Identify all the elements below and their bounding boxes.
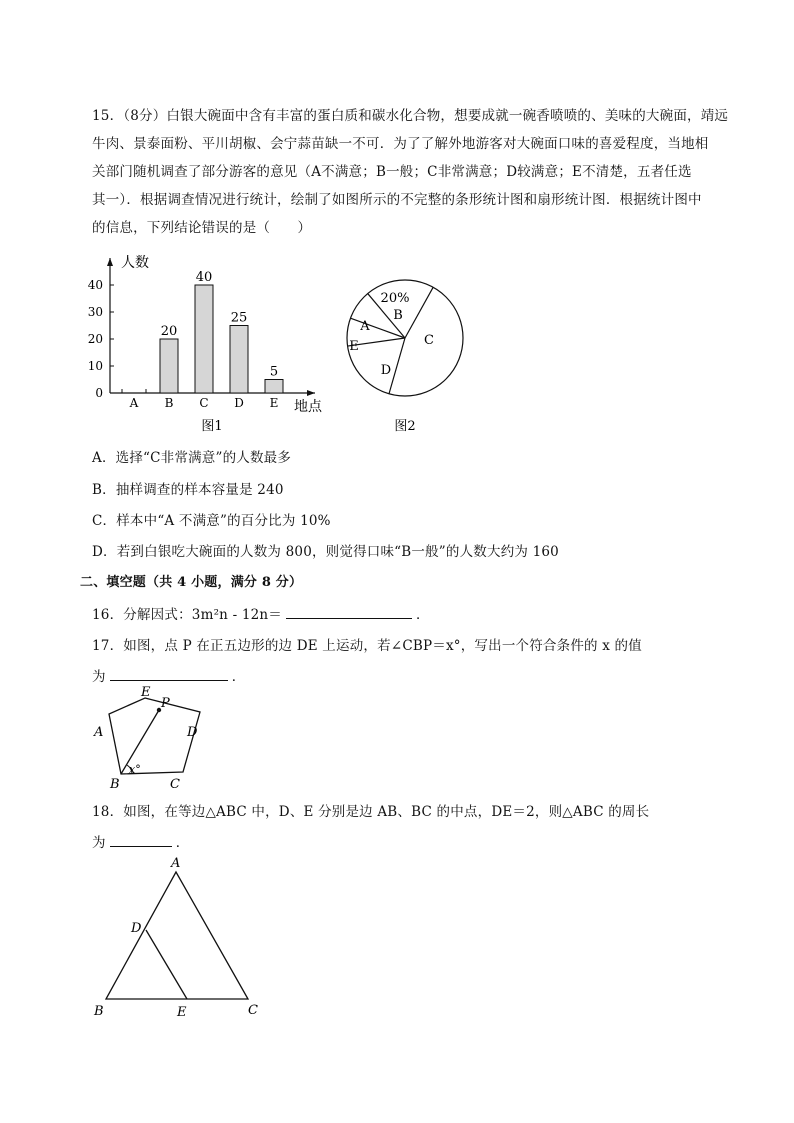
pie-label-c: C	[424, 333, 434, 348]
bar-chart	[80, 248, 340, 438]
triangle-figure	[90, 852, 270, 1027]
y-axis-label: 人数	[121, 255, 149, 271]
label-a: A	[94, 725, 104, 740]
label-e: E	[177, 1005, 187, 1020]
y-axis-arrow	[107, 258, 113, 266]
label-c: C	[170, 777, 180, 792]
pie-label-b-percent: 20%	[380, 291, 410, 306]
q17-end: ．	[231, 669, 246, 685]
q17-blank[interactable]	[110, 666, 228, 681]
pentagon-figure	[88, 684, 208, 794]
bar	[230, 326, 248, 394]
bar	[265, 380, 283, 394]
x-tick-label: A	[129, 396, 139, 410]
label-d: D	[131, 921, 142, 936]
q15-line-1: 15．（8分）白银大碗面中含有丰富的蛋白质和碳水化合物，想要成就一碗香喷喷的、美味的大碗面，靖远	[92, 108, 729, 124]
bar	[160, 339, 178, 393]
q18-line-1: 18．如图，在等边△ABC 中，D、E 分别是边 AB、BC 的中点，DE＝2，则△ABC 的周长	[92, 804, 650, 820]
bar-value-label: 40	[195, 270, 213, 285]
label-d: D	[187, 725, 198, 740]
q15-line-4: 其一）．根据调查情况进行统计，绘制了如图所示的不完整的条形统计图和扇形统计图．根据统计图中	[92, 192, 702, 208]
q16-text: 16．分解因式：3m²n - 12n＝	[92, 607, 282, 623]
q18-prefix: 为	[92, 835, 106, 851]
pie-chart	[335, 248, 475, 438]
section-title: 二、填空题（共 4 小题，满分 8 分）	[80, 575, 303, 590]
q17-line-2	[92, 665, 245, 685]
q16-end: ．	[416, 607, 430, 623]
label-b: B	[110, 777, 120, 792]
triangle-abc	[106, 872, 248, 999]
q16	[92, 603, 430, 623]
label-x: x°	[129, 763, 141, 776]
segment-de	[146, 930, 187, 999]
y-tick-label: 40	[87, 278, 103, 292]
pie-label-a: A	[360, 319, 370, 334]
q17-line-1: 17．如图，点 P 在正五边形的边 DE 上运动，若∠CBP＝x°，写出一个符合条件的 x 的值	[92, 638, 642, 654]
option-c: C．样本中“A 不满意”的百分比为 10%	[92, 513, 331, 529]
y-tick-label: 20	[87, 332, 103, 346]
pie-label-b: B	[393, 308, 403, 323]
label-c: C	[248, 1003, 258, 1018]
y-tick-label: 30	[87, 305, 103, 319]
label-p: P	[161, 696, 170, 711]
x-tick-label: E	[269, 396, 279, 410]
option-b: B．抽样调查的样本容量是 240	[92, 482, 284, 498]
bar-value-label: 25	[230, 310, 248, 326]
x-tick-label: D	[234, 396, 244, 410]
option-d: D．若到白银吃大碗面的人数为 800，则觉得口味“B一般”的人数大约为 160	[92, 544, 559, 560]
q18-end: ．	[175, 835, 190, 851]
bar	[195, 285, 213, 393]
q17-prefix: 为	[92, 669, 106, 685]
label-e: E	[141, 685, 151, 700]
pie-label-d: D	[380, 363, 392, 378]
y-tick-label: 10	[87, 359, 103, 373]
pie-label-e: E	[349, 339, 359, 354]
bar-value-label: 20	[160, 324, 178, 339]
q18-line-2	[92, 831, 189, 851]
chart-title: 图1	[201, 419, 223, 434]
label-a: A	[171, 856, 181, 871]
q16-blank[interactable]	[286, 604, 412, 619]
x-tick-label: C	[199, 396, 209, 410]
x-axis-arrow	[307, 390, 315, 396]
q15-line-5: 的信息，下列结论错误的是（ ）	[92, 220, 312, 236]
q15-line-2: 牛肉、景泰面粉、平川胡椒、会宁蒜苗缺一不可．为了了解外地游客对大碗面口味的喜爱程度，当地相	[92, 136, 709, 152]
chart-title: 图2	[394, 419, 416, 434]
option-a: A．选择“C非常满意”的人数最多	[92, 450, 292, 466]
bar-value-label: 5	[269, 364, 279, 380]
x-axis-label: 地点	[294, 399, 322, 415]
y-tick-label: 0	[95, 386, 103, 400]
q15-line-3: 关部门随机调查了部分游客的意见（A不满意；B一般；C非常满意；D较满意；E不清楚，五者任选	[92, 164, 692, 180]
q18-blank[interactable]	[110, 832, 172, 847]
x-tick-label: B	[164, 396, 174, 410]
label-b: B	[94, 1004, 104, 1019]
